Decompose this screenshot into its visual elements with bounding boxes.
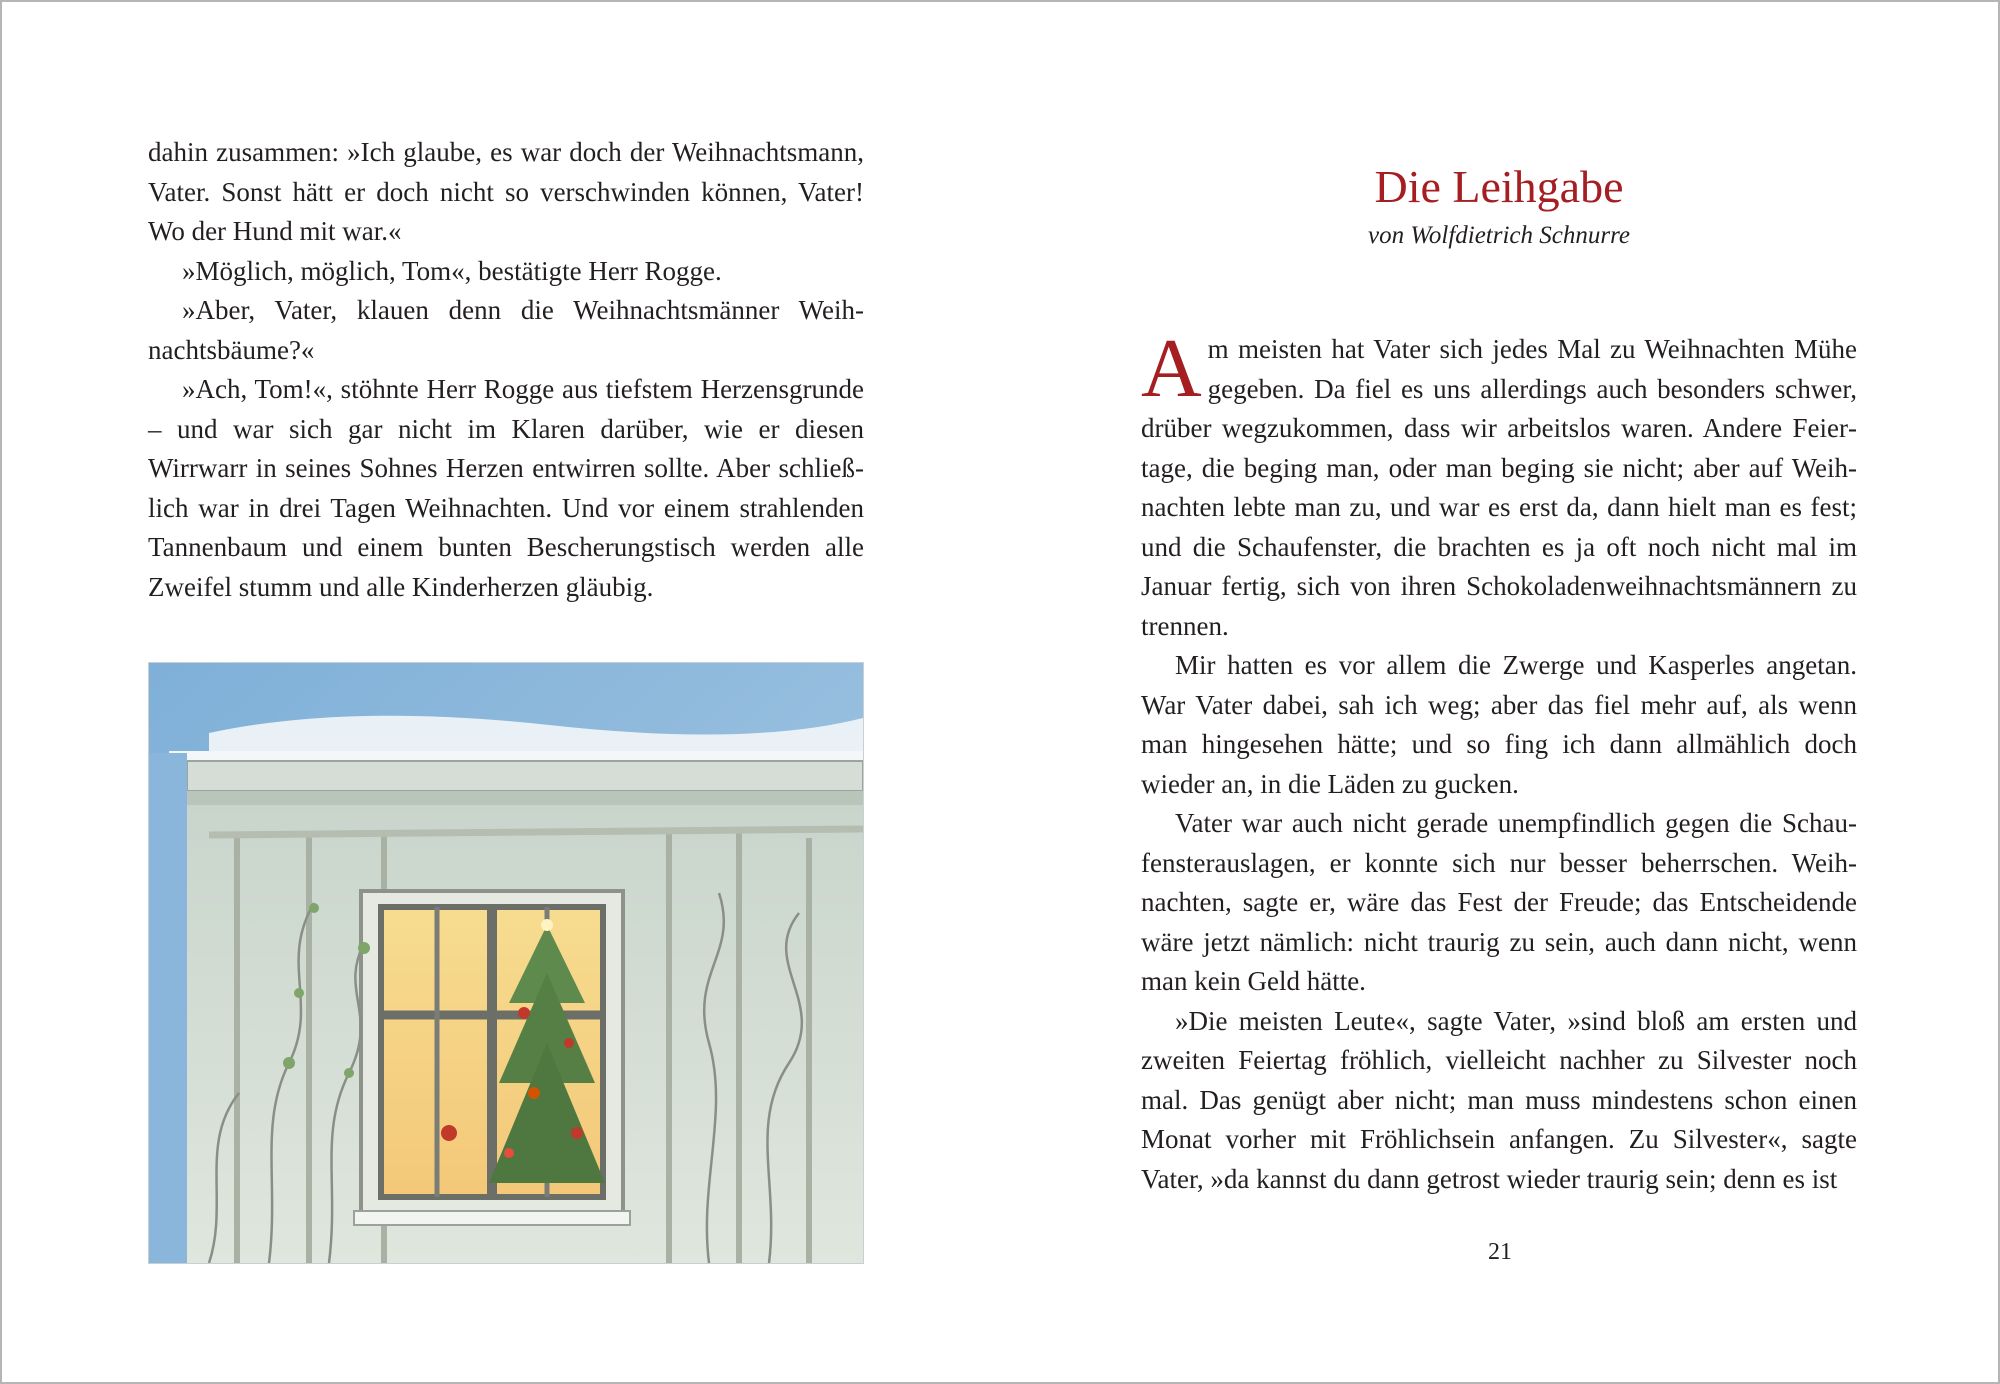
- right-page-text: [1141, 322, 1857, 1199]
- left-page: [2, 2, 1002, 1382]
- first-paragraph-text: m meisten hat Vater sich jedes Mal zu Weihnachten Mühe gegeben. Da fiel es uns allerdings auch besonders schwer, drüber wegzukommen, dass wir arbeitslos waren. Andere Feiertage, die beging man, oder man beging sie nicht; aber auf Weihnachten lebte man zu, und war es erst da, dann hielt man es fest; und die Schaufenster, die brachten es ja oft noch nicht mal im Januar fertig, sich von ihren Schokoladenweihnachtsmännern zu trennen.: [1141, 334, 1857, 641]
- paragraph: Vater war auch nicht gerade unempfindlich gegen die Schaufensterauslagen, er konnte sich nur besser beherrschen. Weihnachten, sagte er, wäre das Fest der Freude; das Entscheidende wäre jetzt nämlich: nicht traurig zu sein, auch dann nicht, wenn man kein Geld hätte.: [1141, 808, 1857, 996]
- first-paragraph: [1141, 322, 1857, 646]
- chapter-title: Die Leihgabe: [1374, 161, 1624, 212]
- paragraph: »Möglich, möglich, Tom«, bestätigte Herr Rogge.: [182, 255, 722, 286]
- paragraph: »Ach, Tom!«, stöhnte Herr Rogge aus tiefstem Herzensgrunde – und war sich gar nicht im Klaren darüber, wie er diesen Wirrwarr in seines Sohnes Herzen entwirren sollte. Aber schließlich war in drei Tagen Weihnachten. Und vor einem strahlenden Tannenbaum und einem bunten Bescherungstisch werden alle Zweifel stumm und alle Kinderherzen gläubig.: [148, 374, 864, 602]
- drop-cap: A: [1141, 322, 1202, 415]
- chapter-byline: von Wolfdietrich Schnurre: [1368, 222, 1630, 249]
- paragraph: »Die meisten Leute«, sagte Vater, »sind bloß am ersten und zweiten Feiertag fröhlich, vielleicht nachher zu Silvester noch mal. Das genügt aber nicht; man muss mindestens schon einen Monat vorher mit Fröhlichsein anfangen. Zu Silvester«, sagte Vater, »da kannst du dann getrost wieder traurig sein; denn es ist: [1141, 1005, 1857, 1194]
- right-page: [1002, 2, 1998, 1382]
- illustration-christmas-window: [148, 662, 864, 1264]
- paragraph: dahin zusammen: »Ich glaube, es war doch der Weihnachtsmann, Vater. Sonst hätt er doch nicht so verschwinden können, Vater! Wo der Hund mit war.«: [148, 137, 864, 246]
- paragraph: »Aber, Vater, klauen denn die Weihnachtsmänner Weihnachtsbäume?«: [148, 295, 864, 365]
- page-number: 21: [1488, 1239, 1512, 1265]
- left-page-text: [148, 133, 864, 607]
- paragraph: Mir hatten es vor allem die Zwerge und Kasperles angetan. War Vater dabei, sah ich weg; aber das fiel mehr auf, als wenn man hingesehen hätte; und so fing ich dann allmählich doch wieder an, in die Läden zu gucken.: [1141, 650, 1857, 799]
